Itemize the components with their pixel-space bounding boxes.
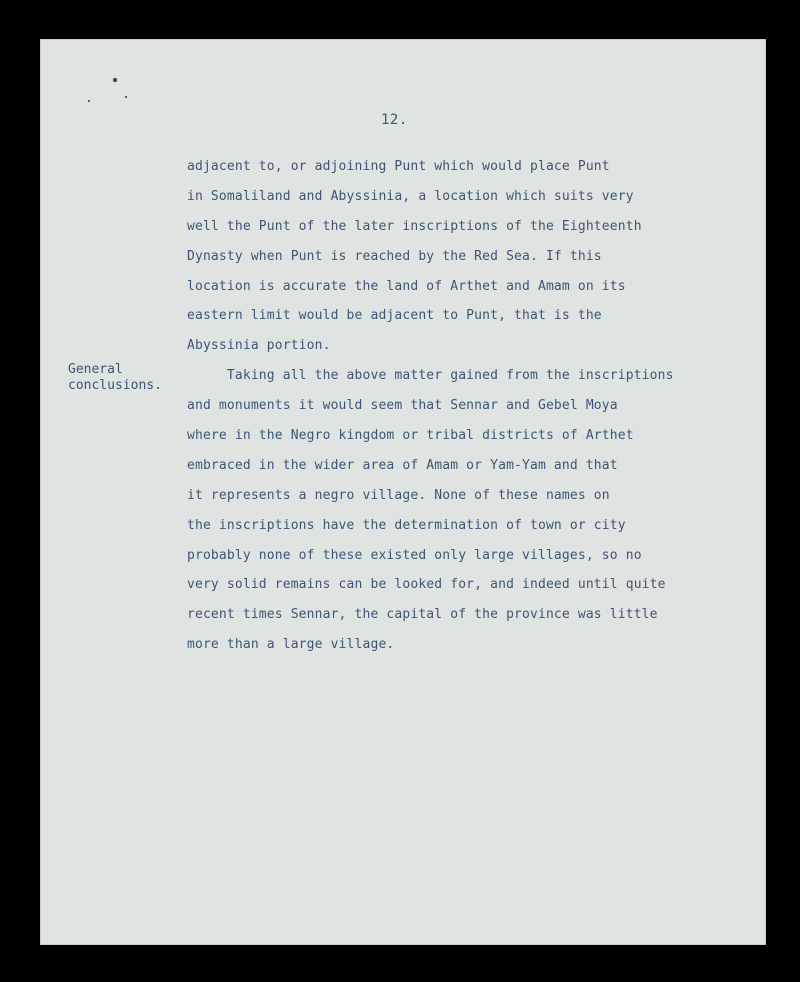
- margin-note-line: conclusions.: [68, 378, 162, 393]
- text-line: recent times Sennar, the capital of the province was little: [187, 607, 658, 623]
- text-line: eastern limit would be adjacent to Punt, that is the: [187, 308, 602, 324]
- paper-speck: [125, 96, 127, 98]
- text-line: location is accurate the land of Arthet and Amam on its: [187, 278, 626, 294]
- text-line: the inscriptions have the determination of town or city: [187, 517, 626, 533]
- text-line: adjacent to, or adjoining Punt which would place Punt: [187, 159, 610, 174]
- text-line: Abyssinia portion.: [187, 338, 331, 354]
- text-line: well the Punt of the later inscriptions of the Eighteenth: [187, 218, 642, 234]
- margin-note: [68, 362, 162, 394]
- text-line: very solid remains can be looked for, and indeed until quite: [187, 577, 666, 593]
- text-line: Taking all the above matter gained from the inscriptions: [187, 368, 674, 384]
- text-line: it represents a negro village. None of these names on: [187, 487, 610, 503]
- text-line: and monuments it would seem that Sennar and Gebel Moya: [187, 398, 618, 414]
- text-line: embraced in the wider area of Amam or Yam-Yam and that: [187, 457, 618, 473]
- body-text: [187, 152, 747, 660]
- margin-note-line: General: [68, 362, 123, 377]
- text-line: where in the Negro kingdom or tribal districts of Arthet: [187, 428, 634, 444]
- text-line: more than a large village.: [187, 637, 395, 653]
- text-line: Dynasty when Punt is reached by the Red Sea. If this: [187, 248, 602, 264]
- text-line: probably none of these existed only large villages, so no: [187, 547, 642, 563]
- paper-speck: [113, 78, 117, 82]
- text-line: in Somaliland and Abyssinia, a location which suits very: [187, 188, 634, 204]
- paper-speck: [88, 100, 90, 102]
- document-page: [40, 39, 766, 945]
- page-number: 12.: [381, 112, 408, 128]
